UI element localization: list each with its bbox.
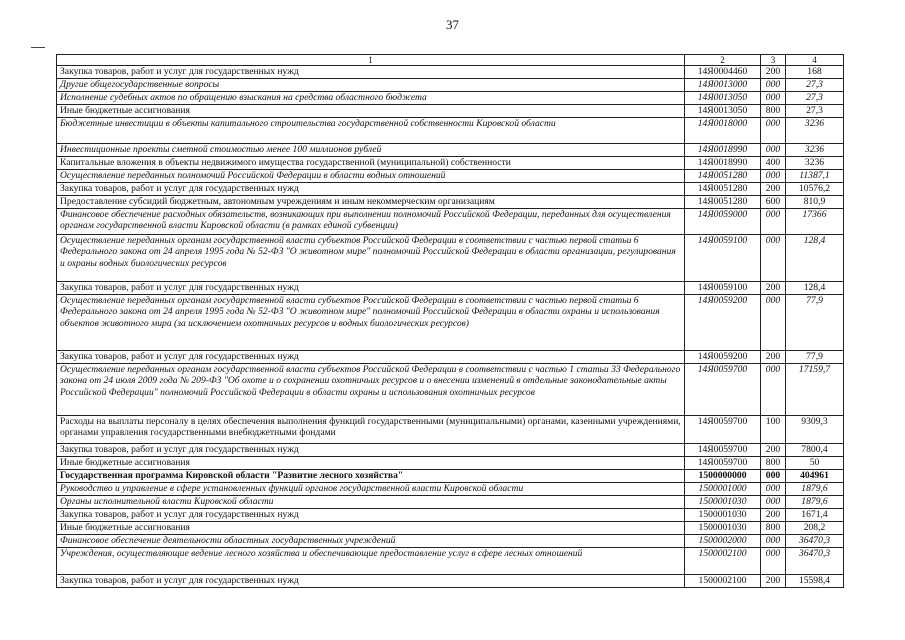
cell-sum: 50 — [786, 457, 844, 470]
margin-mark — [31, 47, 45, 48]
cell-sum: 36470,3 — [786, 548, 844, 575]
cell-code: 14Я0059000 — [685, 209, 761, 235]
cell-kind: 000 — [761, 295, 786, 351]
cell-kind: 000 — [761, 364, 786, 416]
budget-table — [56, 54, 844, 588]
table-row — [57, 170, 844, 183]
cell-code: 14Я0051280 — [685, 170, 761, 183]
cell-name: Закупка товаров, работ и услуг для государственных нужд — [57, 66, 685, 79]
cell-kind: 000 — [761, 470, 786, 483]
cell-sum: 10576,2 — [786, 183, 844, 196]
cell-kind: 000 — [761, 209, 786, 235]
cell-name: Осуществление переданных органам государственной власти субъектов Российской Федерации в соответствии с частью первой статьи 6 Федерального закона от 24 апреля 1995 года № 52-ФЗ "О животном мире" полномочий Российской Федерации в области организации, регулирования и охраны водных биологических ресурсов — [57, 235, 685, 282]
table-row — [57, 416, 844, 444]
cell-code: 14Я0059700 — [685, 444, 761, 457]
cell-code: 14Я0059100 — [685, 282, 761, 295]
cell-code: 14Я0004460 — [685, 66, 761, 79]
cell-kind: 100 — [761, 416, 786, 444]
cell-kind: 000 — [761, 92, 786, 105]
cell-name: Закупка товаров, работ и услуг для государственных нужд — [57, 282, 685, 295]
cell-code: 14Я0018000 — [685, 118, 761, 144]
cell-name: Органы исполнительной власти Кировской области — [57, 496, 685, 509]
table-row — [57, 548, 844, 575]
cell-sum: 77,9 — [786, 351, 844, 364]
cell-sum: 404961 — [786, 470, 844, 483]
cell-code: 14Я0013050 — [685, 105, 761, 118]
cell-sum: 17159,7 — [786, 364, 844, 416]
cell-name: Государственная программа Кировской области "Развитие лесного хозяйства" — [57, 470, 685, 483]
table-row — [57, 575, 844, 588]
cell-code: 14Я0051280 — [685, 183, 761, 196]
table-row — [57, 295, 844, 351]
table-row — [57, 157, 844, 170]
cell-sum: 36470,3 — [786, 535, 844, 548]
cell-sum: 77,9 — [786, 295, 844, 351]
cell-sum: 810,9 — [786, 196, 844, 209]
header-cell-name: 1 — [57, 55, 685, 66]
table-row — [57, 496, 844, 509]
cell-name: Закупка товаров, работ и услуг для государственных нужд — [57, 183, 685, 196]
cell-kind: 400 — [761, 157, 786, 170]
cell-kind: 000 — [761, 535, 786, 548]
cell-kind: 000 — [761, 79, 786, 92]
cell-name: Осуществление переданных органам государственной власти субъектов Российской Федерации в соответствии с частью первой статьи 6 Федерального закона от 24 апреля 1995 года № 52-ФЗ "О животном мире" полномочий Российской Федерации в области охраны и использования объектов животного мира (за исключением охотничьих ресурсов и водных биологических ресурсов) — [57, 295, 685, 351]
page-number: 37 — [446, 17, 459, 32]
cell-code: 1500001000 — [685, 483, 761, 496]
table-row — [57, 457, 844, 470]
cell-name: Предоставление субсидий бюджетным, автономным учреждениям и иным некоммерческим организациям — [57, 196, 685, 209]
cell-sum: 128,4 — [786, 235, 844, 282]
header-cell-code: 2 — [685, 55, 761, 66]
cell-name: Иные бюджетные ассигнования — [57, 105, 685, 118]
cell-kind: 800 — [761, 105, 786, 118]
table-row — [57, 535, 844, 548]
table-row — [57, 509, 844, 522]
cell-code: 14Я0059200 — [685, 351, 761, 364]
cell-sum: 3236 — [786, 157, 844, 170]
table-row — [57, 444, 844, 457]
cell-sum: 15598,4 — [786, 575, 844, 588]
table-row — [57, 282, 844, 295]
cell-kind: 200 — [761, 444, 786, 457]
header-cell-sum: 4 — [786, 55, 844, 66]
cell-name: Руководство и управление в сфере установленных функций органов государственной власти Кировской области — [57, 483, 685, 496]
cell-sum: 1879,6 — [786, 496, 844, 509]
table-row — [57, 209, 844, 235]
cell-kind: 800 — [761, 522, 786, 535]
table-row — [57, 144, 844, 157]
cell-code: 14Я0059200 — [685, 295, 761, 351]
table-row — [57, 118, 844, 144]
cell-name: Финансовое обеспечение расходных обязательств, возникающих при выполнении полномочий Российской Федерации, переданных для осуществления органам государственной власти Кировской области (в рамках единой субвенции) — [57, 209, 685, 235]
cell-sum: 1879,6 — [786, 483, 844, 496]
cell-code: 14Я0013000 — [685, 79, 761, 92]
header-cell-kind: 3 — [761, 55, 786, 66]
table-row — [57, 196, 844, 209]
cell-code: 14Я0018990 — [685, 157, 761, 170]
cell-name: Бюджетные инвестиции в объекты капитального строительства государственной собственности Кировской области — [57, 118, 685, 144]
cell-name: Осуществление переданных полномочий Российской Федерации в области водных отношений — [57, 170, 685, 183]
cell-name: Учреждения, осуществляющие ведение лесного хозяйства и обеспечивающие предоставление услуг в сфере лесных отношений — [57, 548, 685, 575]
cell-sum: 128,4 — [786, 282, 844, 295]
cell-sum: 27,3 — [786, 92, 844, 105]
cell-code: 14Я0013050 — [685, 92, 761, 105]
cell-name: Осуществление переданных органам государственной власти субъектов Российской Федерации в соответствии с частью 1 статьи 33 Федерального закона от 24 июля 2009 года № 209-ФЗ "Об охоте и о сохранении охотничьих ресурсов и о внесении изменений в отдельные законодательные акты Российской Федерации" полномочий Российской Федерации в области охраны и использования охотничьих ресурсов — [57, 364, 685, 416]
cell-code: 1500002000 — [685, 535, 761, 548]
cell-kind: 000 — [761, 144, 786, 157]
table-body — [57, 55, 844, 588]
cell-code: 14Я0059700 — [685, 364, 761, 416]
cell-kind: 200 — [761, 575, 786, 588]
cell-code: 1500001030 — [685, 496, 761, 509]
cell-name: Закупка товаров, работ и услуг для государственных нужд — [57, 351, 685, 364]
cell-code: 1500001030 — [685, 509, 761, 522]
cell-kind: 000 — [761, 235, 786, 282]
cell-kind: 200 — [761, 282, 786, 295]
cell-sum: 27,3 — [786, 105, 844, 118]
table-header-row — [57, 55, 844, 66]
table-row — [57, 79, 844, 92]
cell-sum: 3236 — [786, 118, 844, 144]
table-row — [57, 522, 844, 535]
cell-kind: 200 — [761, 183, 786, 196]
cell-name: Закупка товаров, работ и услуг для государственных нужд — [57, 444, 685, 457]
table-row — [57, 105, 844, 118]
cell-sum: 1671,4 — [786, 509, 844, 522]
cell-code: 14Я0059700 — [685, 416, 761, 444]
cell-sum: 3236 — [786, 144, 844, 157]
cell-kind: 000 — [761, 483, 786, 496]
cell-kind: 200 — [761, 351, 786, 364]
table-row — [57, 92, 844, 105]
cell-name: Инвестиционные проекты сметной стоимостью менее 100 миллионов рублей — [57, 144, 685, 157]
cell-code: 14Я0059100 — [685, 235, 761, 282]
cell-code: 1500000000 — [685, 470, 761, 483]
table-row — [57, 183, 844, 196]
cell-kind: 000 — [761, 548, 786, 575]
cell-name: Закупка товаров, работ и услуг для государственных нужд — [57, 509, 685, 522]
cell-name: Финансовое обеспечение деятельности областных государственных учреждений — [57, 535, 685, 548]
cell-name: Другие общегосударственные вопросы — [57, 79, 685, 92]
cell-code: 1500002100 — [685, 548, 761, 575]
cell-code: 1500002100 — [685, 575, 761, 588]
cell-kind: 000 — [761, 118, 786, 144]
cell-name: Исполнение судебных актов по обращению взыскания на средства областного бюджета — [57, 92, 685, 105]
cell-kind: 000 — [761, 170, 786, 183]
cell-kind: 200 — [761, 509, 786, 522]
cell-sum: 17366 — [786, 209, 844, 235]
table-row — [57, 364, 844, 416]
cell-kind: 800 — [761, 457, 786, 470]
table-row — [57, 66, 844, 79]
cell-sum: 9309,3 — [786, 416, 844, 444]
table-row — [57, 483, 844, 496]
cell-kind: 600 — [761, 196, 786, 209]
cell-name: Закупка товаров, работ и услуг для государственных нужд — [57, 575, 685, 588]
cell-code: 14Я0018990 — [685, 144, 761, 157]
cell-kind: 200 — [761, 66, 786, 79]
cell-sum: 208,2 — [786, 522, 844, 535]
cell-sum: 11387,1 — [786, 170, 844, 183]
cell-name: Иные бюджетные ассигнования — [57, 457, 685, 470]
cell-kind: 000 — [761, 496, 786, 509]
table-row — [57, 470, 844, 483]
cell-name: Иные бюджетные ассигнования — [57, 522, 685, 535]
cell-sum: 7800,4 — [786, 444, 844, 457]
cell-code: 1500001030 — [685, 522, 761, 535]
cell-name: Капитальные вложения в объекты недвижимого имущества государственной (муниципальной) собственности — [57, 157, 685, 170]
cell-sum: 27,3 — [786, 79, 844, 92]
table-row — [57, 351, 844, 364]
cell-code: 14Я0059700 — [685, 457, 761, 470]
cell-sum: 168 — [786, 66, 844, 79]
cell-code: 14Я0051280 — [685, 196, 761, 209]
cell-name: Расходы на выплаты персоналу в целях обеспечения выполнения функций государственными (муниципальными) органами, казенными учреждениями, органами управления государственными внебюджетными фондами — [57, 416, 685, 444]
table-row — [57, 235, 844, 282]
